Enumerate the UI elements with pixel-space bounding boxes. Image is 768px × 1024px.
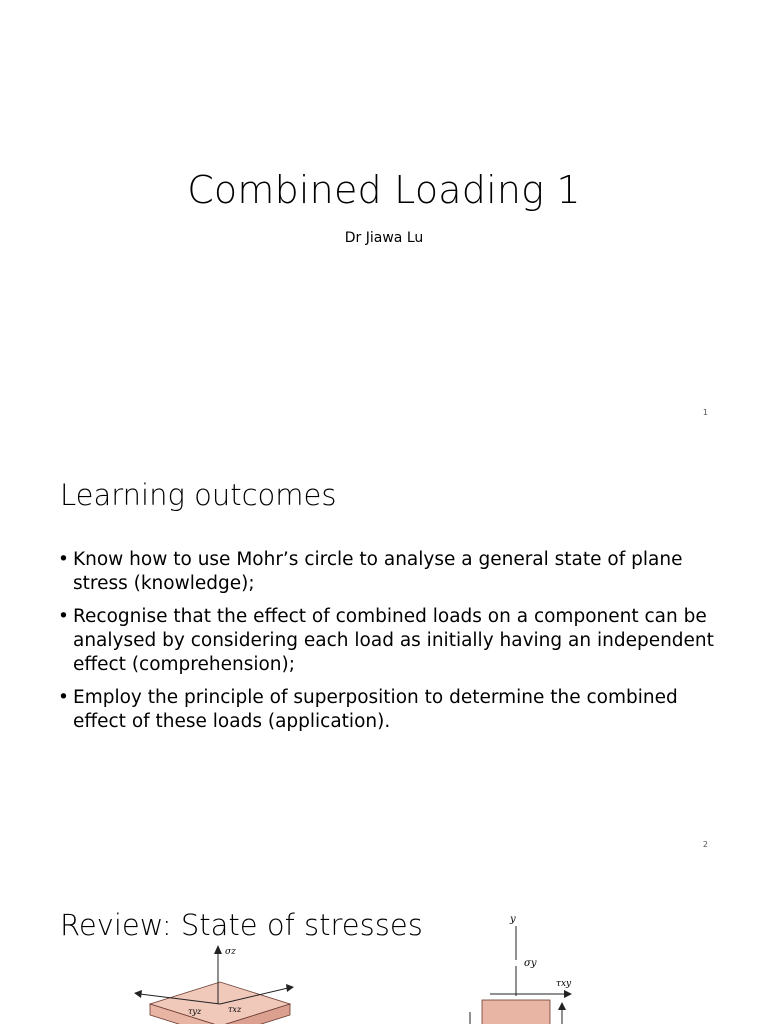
y-axis-label: y — [510, 914, 516, 925]
page-number: 1 — [702, 408, 708, 417]
state-of-stresses-slide — [0, 864, 768, 1024]
outcome-item: • Employ the principle of superposition to determine the combined effect of these loads (application). — [58, 686, 718, 734]
slide-heading: Review: State of stresses — [60, 908, 423, 942]
right-shear-arrowhead — [558, 1002, 566, 1010]
outcome-item: • Know how to use Mohr’s circle to analyse a general state of plane stress (knowledge); — [58, 548, 718, 596]
outcomes-list — [58, 548, 718, 743]
tau-xz-label: τxz — [228, 1005, 242, 1014]
tau-yz-label: τyz — [188, 1007, 202, 1016]
title-slide — [0, 0, 768, 432]
outcome-item: • Recognise that the effect of combined loads on a component can be analysed by considering each load as initially having an independent effect (comprehension); — [58, 605, 718, 677]
tau-xy-label: τxy — [556, 979, 572, 989]
sigma-z-arrowhead — [214, 945, 222, 954]
3d-stress-element-figure — [110, 942, 330, 1024]
page-number: 2 — [702, 840, 708, 849]
plane-stress-element-figure — [430, 908, 640, 1024]
slide-heading: Learning outcomes — [60, 478, 337, 512]
author-name: Dr Jiawa Lu — [344, 230, 424, 246]
sigma-y-label: σy — [524, 958, 537, 969]
slide-title: Combined Loading 1 — [187, 168, 581, 212]
y-shear-arrowhead — [134, 990, 142, 998]
stress-element-block — [482, 1000, 550, 1024]
x-shear-arrowhead — [286, 984, 294, 992]
learning-outcomes-slide — [0, 432, 768, 864]
sigma-z-label: σz — [225, 947, 236, 957]
tau-xy-arrowhead — [564, 990, 572, 998]
